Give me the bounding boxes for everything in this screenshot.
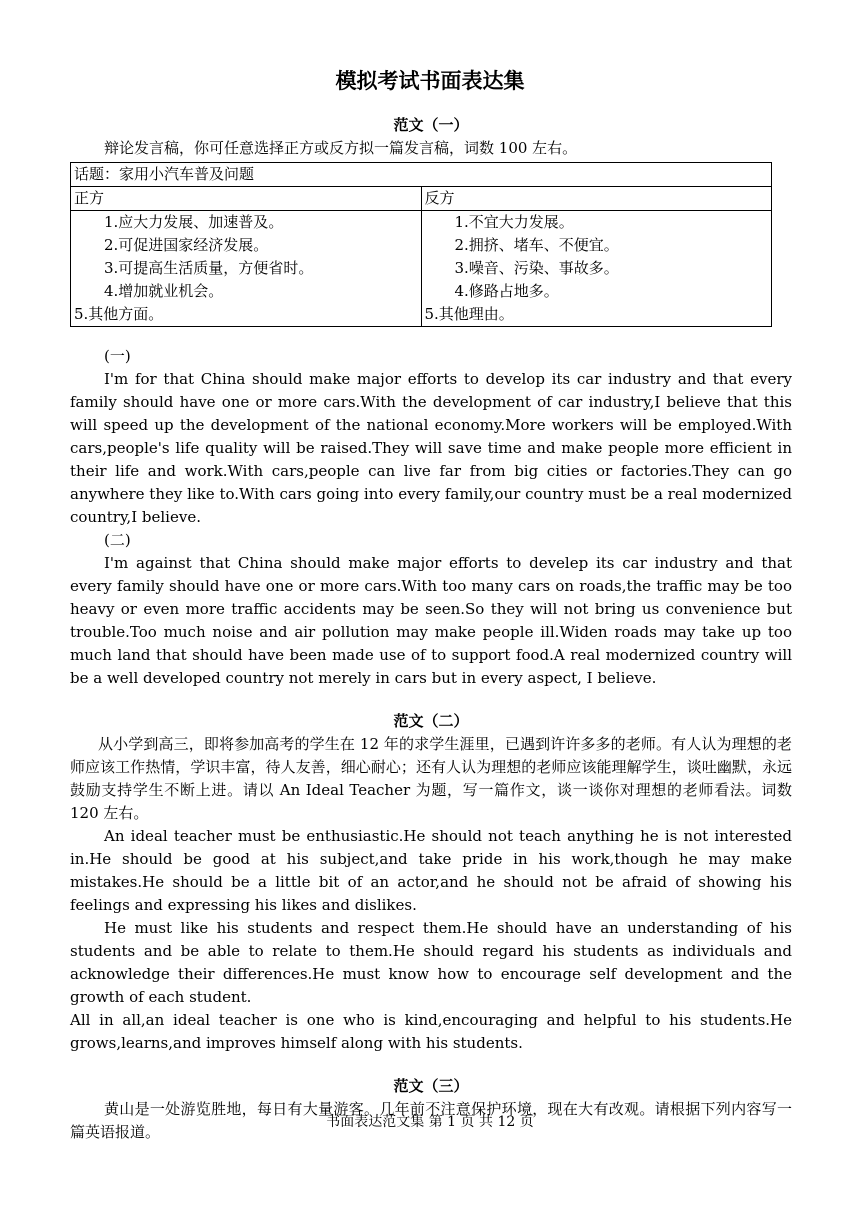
- section-1-heading: 范文（一）: [393, 116, 469, 134]
- section-3-prompt: 黄山是一处游览胜地，每日有大量游客。几年前不注意保护环境，现在大有改观。请根据下列内容写一篇英语报道。: [70, 1100, 792, 1141]
- essay-a-label: (一): [104, 347, 131, 365]
- section-3-heading: 范文（三）: [393, 1077, 469, 1095]
- con-point: 5.其他理由。: [424, 305, 514, 323]
- con-point: 3.噪音、污染、事故多。: [454, 259, 619, 277]
- pro-point: 5.其他方面。: [74, 305, 164, 323]
- con-header: 反方: [421, 187, 772, 211]
- page-footer: 书面表达范文集 第 1 页 共 12 页: [326, 1114, 534, 1130]
- essay-b-text: I'm against that China should make major efforts to develep its car industry and that every family should have one or more cars.With too many cars on roads,the traffic may be too heavy or even more traffic accidents may be seen.So they will not bring us convenience but trouble.Too much noise and air pollution may make people ill.Widen roads may take up too much land that should have been made use of to support food.A real modernized country will be a well developed country not merely in cars but in every aspect, I believe.: [70, 554, 792, 687]
- essay-2-paragraph: An ideal teacher must be enthusiastic.He should not teach anything he is not interested in.He should be good at his subject,and take pride in his work,though he may make mistakes.He should be a little bit of an actor,and he should not be afraid of showing his feelings and expressing his likes and dislikes.: [70, 827, 792, 914]
- con-point: 2.拥挤、堵车、不便宜。: [454, 236, 619, 254]
- document-body: [70, 114, 792, 1144]
- document-title: 模拟考试书面表达集: [335, 69, 525, 93]
- con-point: 4.修路占地多。: [454, 282, 559, 300]
- section-2-heading: 范文（二）: [393, 712, 469, 730]
- con-point: 1.不宜大力发展。: [454, 213, 574, 231]
- section-1-intro: 辩论发言稿，你可任意选择正方或反方拟一篇发言稿，词数 100 左右。: [104, 139, 578, 157]
- essay-2-paragraph: All in all,an ideal teacher is one who is kind,encouraging and helpful to his students.He grows,learns,and improves himself along with his students.: [70, 1011, 792, 1052]
- essay-a-text: I'm for that China should make major efforts to develop its car industry and that every family should have one or more cars.With the development of car industry,I believe that this will speed up the development of the national economy.More workers will be employed.With cars,people's life quality will be raised.They will save time and make people more efficient in their life and work.With cars,people can live far from big cities or factories.They can go anywhere they like to.With cars going into every family,our country must be a real modernized country,I believe.: [70, 370, 792, 526]
- pro-points: [71, 211, 422, 327]
- section-2-prompt: 从小学到高三，即将参加高考的学生在 12 年的求学生涯里，已遇到许许多多的老师。有人认为理想的老师应该工作热情，学识丰富，待人友善，细心耐心；还有人认为理想的老师应该能理解学生，谈吐幽默，永远鼓励支持学生不断上进。请以 An Ideal Teacher 为题，写一篇作文，谈一谈你对理想的老师看法。词数 120 左右。: [70, 735, 792, 822]
- pro-point: 2.可促进国家经济发展。: [104, 236, 269, 254]
- pro-point: 4.增加就业机会。: [104, 282, 224, 300]
- topic-cell: 话题：家用小汽车普及问题: [71, 163, 772, 187]
- pro-point: 3.可提高生活质量，方便省时。: [104, 259, 314, 277]
- pro-point: 1.应大力发展、加速普及。: [104, 213, 284, 231]
- con-points: [421, 211, 772, 327]
- pro-header: 正方: [71, 187, 422, 211]
- essay-b-label: (二): [104, 531, 131, 549]
- topic-table: [70, 162, 772, 327]
- essay-2-paragraph: He must like his students and respect them.He should have an understanding of his students and be able to relate to them.He should regard his students as individuals and acknowledge their differences.He must know how to encourage self development and the growth of each student.: [70, 919, 792, 1006]
